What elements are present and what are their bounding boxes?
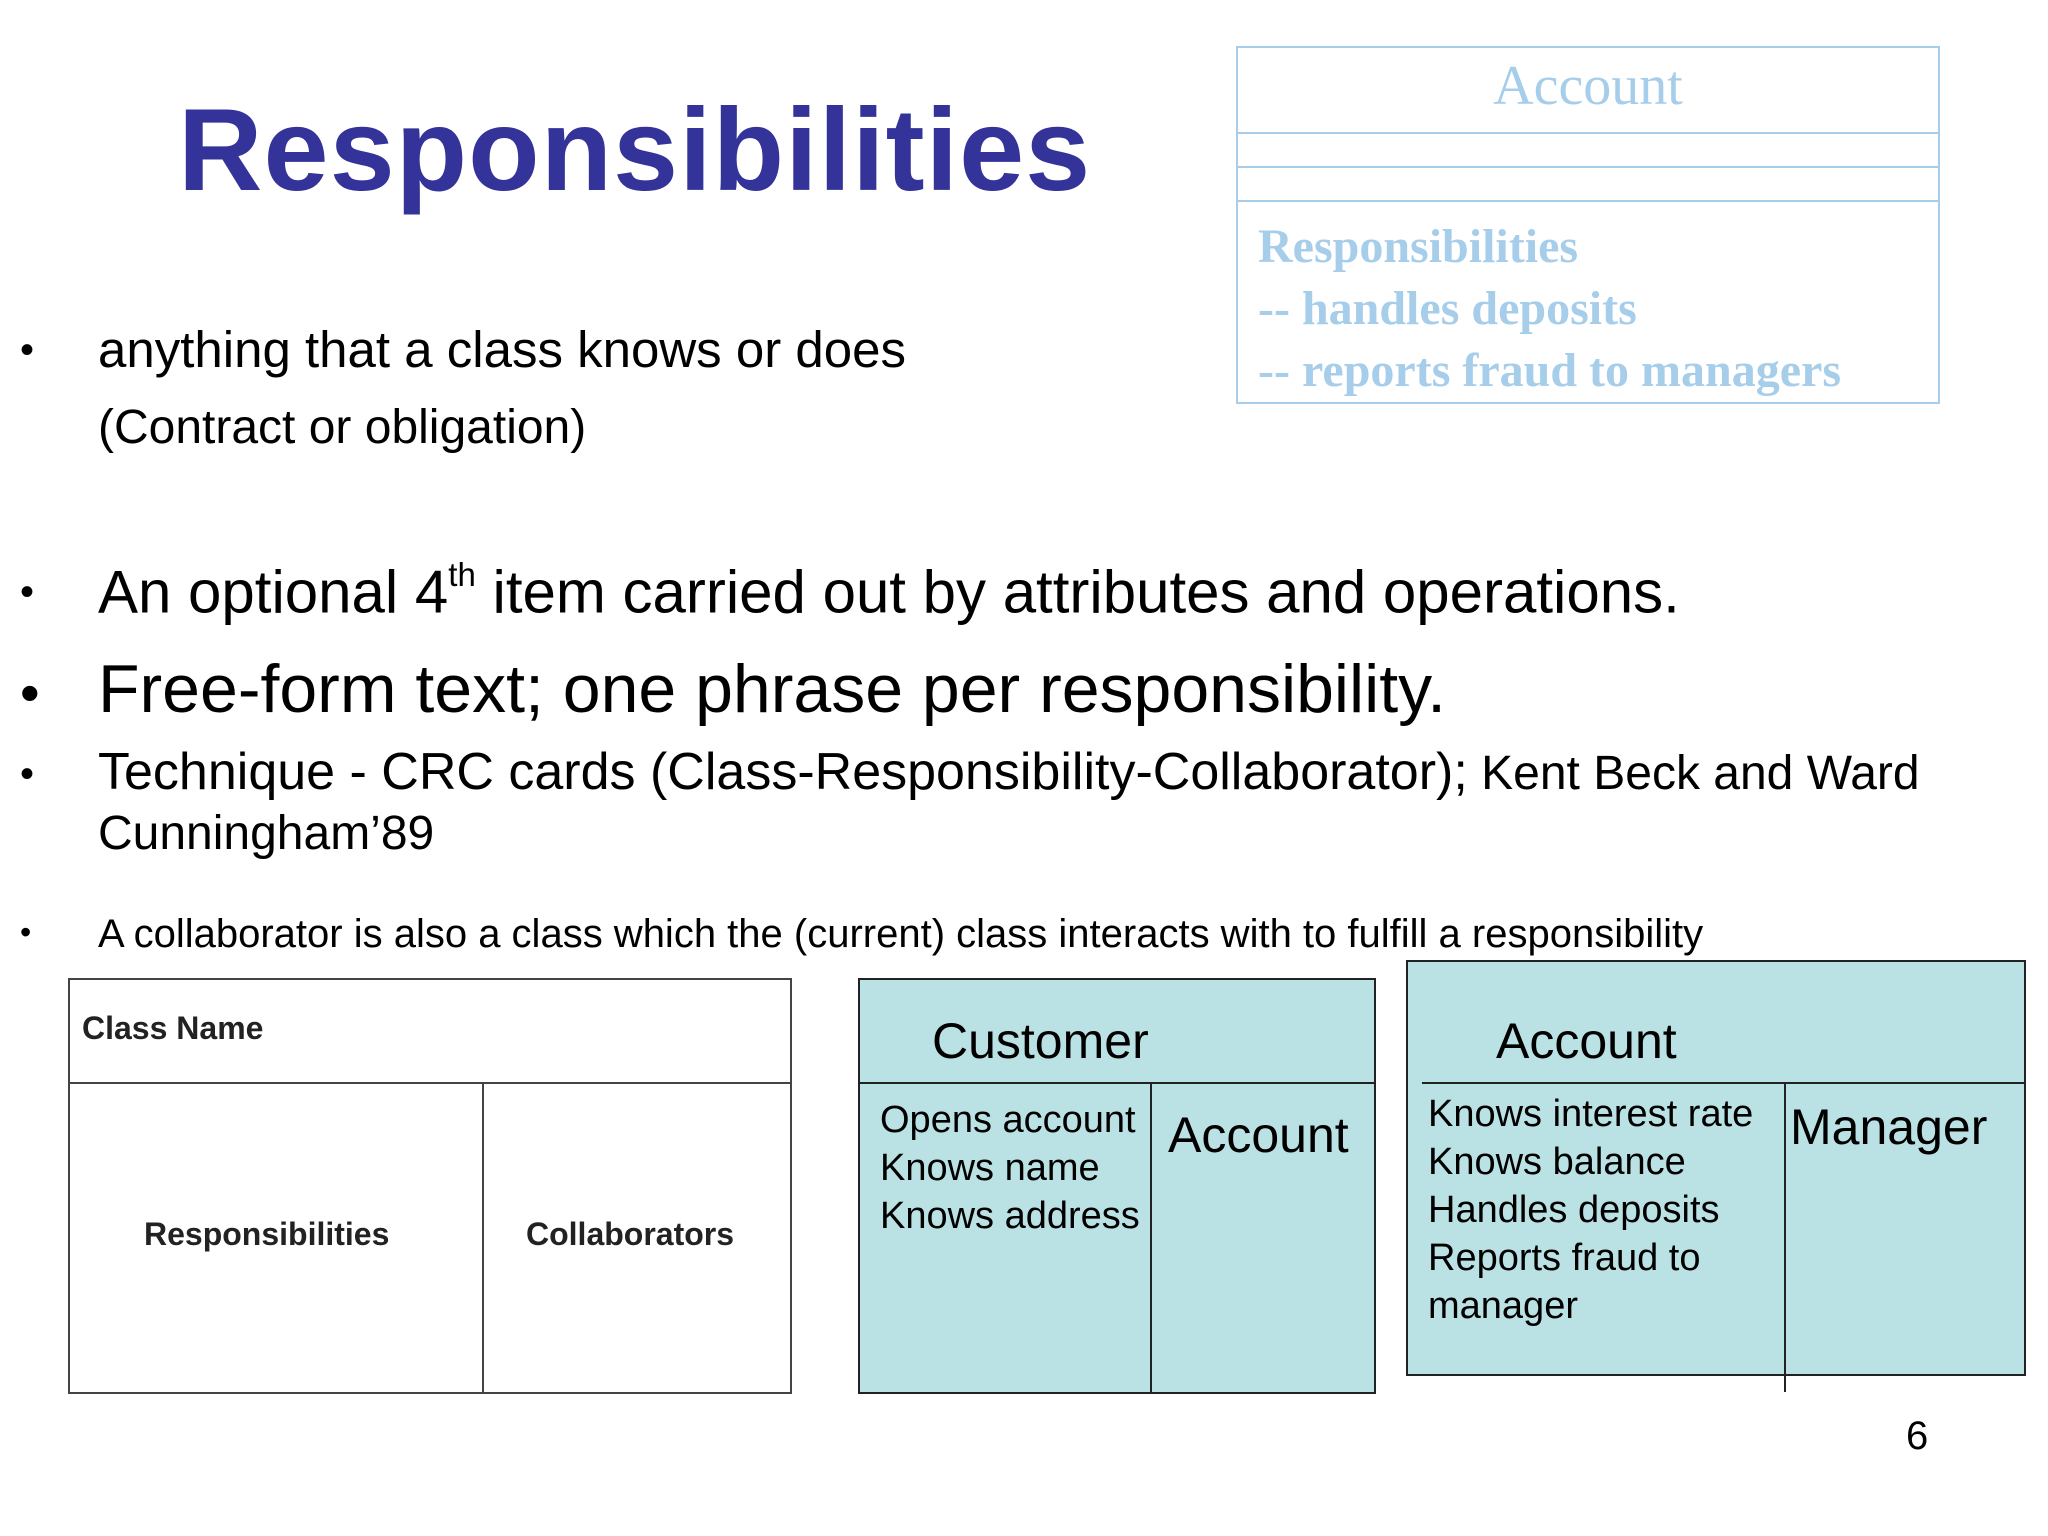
bullet-2-text [98, 556, 1680, 626]
list-item: Knows interest rate [1428, 1093, 1754, 1135]
list-item: Handles deposits [1428, 1189, 1720, 1231]
account-class-name: Account [1496, 1013, 1677, 1069]
bullet-4-main: Technique - CRC cards (Class-Responsibility-Collaborator); [98, 743, 1468, 801]
bullet-2-pre: An optional 4 [98, 558, 449, 626]
uml-class-box [1236, 46, 1940, 404]
bullet-3-text: Free-form text; one phrase per responsibility. [98, 651, 1446, 727]
bullet-4-line2: Cunningham’89 [98, 807, 435, 860]
list-item: Knows name [880, 1147, 1100, 1189]
account-responsibilities [1428, 1090, 1753, 1330]
card-divider [1150, 1082, 1152, 1392]
bullet-5-text: A collaborator is also a class which the (current) class interacts with to fulfill a responsibility [98, 912, 1704, 956]
list-item: Knows address [880, 1195, 1140, 1237]
uml-divider [1238, 166, 1938, 168]
customer-responsibilities [880, 1096, 1140, 1240]
bullet-1-text: anything that a class knows or does [98, 321, 906, 378]
bullet-4-text [98, 742, 1920, 802]
page-number: 6 [1906, 1414, 1929, 1458]
card-divider [1422, 1082, 2024, 1084]
crc-template-card [68, 978, 792, 1394]
uml-divider [1238, 132, 1938, 134]
account-crc-card [1406, 960, 2026, 1376]
customer-collaborator: Account [1168, 1107, 1349, 1163]
bullet-marker: • [20, 570, 35, 614]
uml-class-name: Account [1493, 55, 1683, 117]
bullet-marker: • [20, 914, 32, 950]
uml-responsibilities [1258, 216, 1841, 402]
bullet-marker: • [20, 661, 40, 724]
customer-class-name: Customer [932, 1013, 1149, 1069]
uml-responsibilities-heading: Responsibilities [1258, 220, 1579, 273]
customer-crc-card [858, 978, 1376, 1394]
bullet-marker: • [20, 752, 35, 796]
list-item: Knows balance [1428, 1141, 1686, 1183]
bullet-4-tail: Kent Beck and Ward [1467, 747, 1920, 800]
bullet-2-superscript: th [448, 556, 476, 593]
list-item: Reports fraud to [1428, 1237, 1701, 1279]
account-collaborator: Manager [1790, 1099, 1988, 1155]
crc-collaborators-label: Collaborators [526, 1216, 735, 1252]
bullet-marker: • [20, 328, 35, 372]
bullet-2-post: item carried out by attributes and operations. [475, 558, 1680, 626]
bullet-1-subtext: (Contract or obligation) [98, 401, 587, 454]
uml-responsibility-item: -- reports fraud to managers [1258, 344, 1842, 397]
crc-class-name-label: Class Name [82, 1010, 264, 1046]
crc-responsibilities-label: Responsibilities [144, 1216, 390, 1252]
card-divider [482, 1082, 484, 1392]
card-divider [860, 1082, 1374, 1084]
page-title: Responsibilities [178, 84, 1092, 215]
uml-responsibility-item: -- handles deposits [1258, 282, 1637, 335]
uml-divider [1238, 200, 1938, 202]
card-divider [1784, 1082, 1786, 1392]
list-item: Opens account [880, 1099, 1136, 1141]
list-item: manager [1428, 1285, 1578, 1327]
card-divider [70, 1082, 790, 1084]
